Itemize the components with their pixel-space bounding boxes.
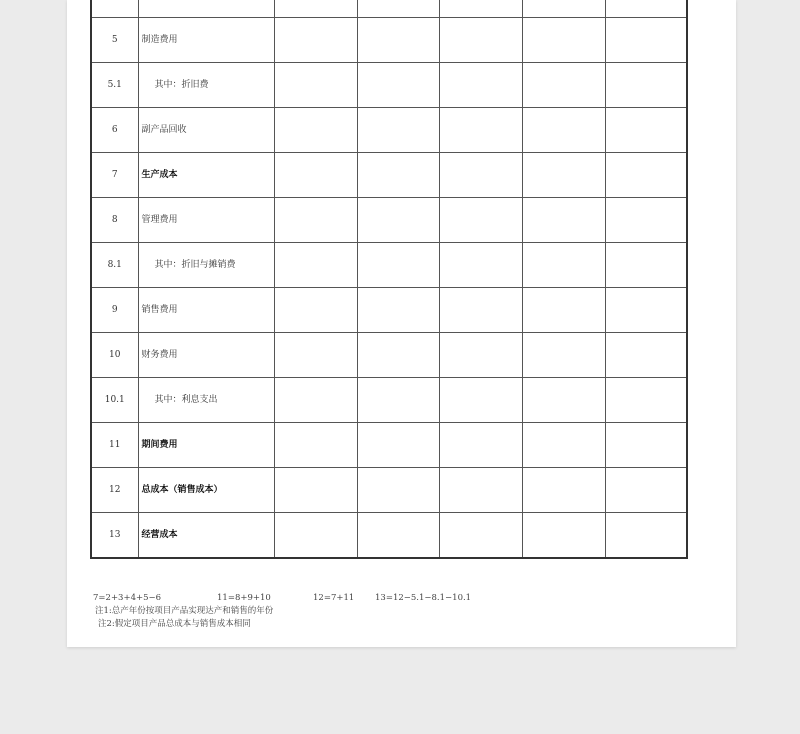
row-number: 5: [91, 18, 138, 63]
empty-cell: [274, 63, 357, 108]
empty-cell: [439, 423, 522, 468]
empty-cell: [439, 63, 522, 108]
empty-cell: [522, 378, 605, 423]
empty-cell: [357, 378, 439, 423]
table-row: [91, 378, 687, 423]
empty-cell: [522, 468, 605, 513]
row-number: 13: [91, 513, 138, 559]
row-number: [91, 0, 138, 18]
row-number: 7: [91, 153, 138, 198]
empty-cell: [522, 288, 605, 333]
row-label: 销售费用: [138, 288, 274, 333]
table-row: [91, 63, 687, 108]
note-2: 注2:假定项目产品总成本与销售成本相同: [98, 619, 251, 629]
table-row: [91, 513, 687, 559]
empty-cell: [605, 423, 687, 468]
row-number: 10.1: [91, 378, 138, 423]
table-row: [91, 333, 687, 378]
empty-cell: [522, 333, 605, 378]
table-row: [91, 0, 687, 18]
empty-cell: [274, 468, 357, 513]
row-label: 期间费用: [138, 423, 274, 468]
row-number: 6: [91, 108, 138, 153]
empty-cell: [605, 198, 687, 243]
empty-cell: [605, 0, 687, 18]
empty-cell: [439, 333, 522, 378]
empty-cell: [274, 333, 357, 378]
empty-cell: [522, 513, 605, 559]
table-row: [91, 288, 687, 333]
empty-cell: [439, 108, 522, 153]
empty-cell: [605, 378, 687, 423]
empty-cell: [605, 153, 687, 198]
empty-cell: [522, 153, 605, 198]
empty-cell: [357, 468, 439, 513]
formula-3: 12=7+11: [313, 593, 355, 603]
table-row: [91, 423, 687, 468]
empty-cell: [274, 423, 357, 468]
empty-cell: [357, 63, 439, 108]
empty-cell: [522, 18, 605, 63]
table-row: [91, 153, 687, 198]
table-row: [91, 243, 687, 288]
formula-2: 11=8+9+10: [217, 593, 271, 603]
empty-cell: [439, 18, 522, 63]
empty-cell: [274, 513, 357, 559]
table-row: [91, 108, 687, 153]
row-label: 管理费用: [138, 198, 274, 243]
row-label: 财务费用: [138, 333, 274, 378]
row-label: 生产成本: [138, 153, 274, 198]
empty-cell: [357, 288, 439, 333]
empty-cell: [439, 153, 522, 198]
empty-cell: [605, 288, 687, 333]
empty-cell: [439, 0, 522, 18]
row-label: 其中：利息支出: [138, 378, 274, 423]
empty-cell: [605, 108, 687, 153]
empty-cell: [605, 243, 687, 288]
table-row: [91, 198, 687, 243]
empty-cell: [439, 243, 522, 288]
empty-cell: [439, 378, 522, 423]
empty-cell: [439, 513, 522, 559]
empty-cell: [439, 288, 522, 333]
empty-cell: [357, 198, 439, 243]
empty-cell: [357, 108, 439, 153]
empty-cell: [522, 198, 605, 243]
empty-cell: [274, 288, 357, 333]
formula-4: 13=12−5.1−8.1−10.1: [375, 593, 472, 603]
row-label: 总成本（销售成本）: [138, 468, 274, 513]
row-number: 12: [91, 468, 138, 513]
empty-cell: [439, 198, 522, 243]
empty-cell: [605, 18, 687, 63]
row-number: 8.1: [91, 243, 138, 288]
row-label: 其中：折旧与摊销费: [138, 243, 274, 288]
empty-cell: [605, 333, 687, 378]
empty-cell: [357, 423, 439, 468]
empty-cell: [274, 108, 357, 153]
empty-cell: [605, 468, 687, 513]
empty-cell: [357, 513, 439, 559]
row-number: 10: [91, 333, 138, 378]
note-1: 注1:总产年份按项目产品实现达产和销售的年份: [95, 606, 274, 616]
empty-cell: [274, 18, 357, 63]
formula-line: [93, 592, 471, 605]
formula-1: 7=2+3+4+5−6: [93, 593, 162, 603]
empty-cell: [357, 18, 439, 63]
empty-cell: [522, 423, 605, 468]
row-number: 9: [91, 288, 138, 333]
empty-cell: [274, 378, 357, 423]
empty-cell: [605, 63, 687, 108]
document-page: [67, 0, 736, 647]
row-number: 11: [91, 423, 138, 468]
row-number: 5.1: [91, 63, 138, 108]
empty-cell: [274, 198, 357, 243]
table-row: [91, 468, 687, 513]
row-label: 副产品回收: [138, 108, 274, 153]
empty-cell: [522, 108, 605, 153]
row-label: 制造费用: [138, 18, 274, 63]
empty-cell: [274, 243, 357, 288]
empty-cell: [522, 243, 605, 288]
row-label: 其中：折旧费: [138, 63, 274, 108]
empty-cell: [357, 0, 439, 18]
empty-cell: [357, 243, 439, 288]
row-number: 8: [91, 198, 138, 243]
notes-area: [93, 592, 471, 631]
empty-cell: [357, 153, 439, 198]
cost-table: [90, 0, 688, 559]
row-label: 经营成本: [138, 513, 274, 559]
table-row: [91, 18, 687, 63]
empty-cell: [274, 153, 357, 198]
row-label: [138, 0, 274, 18]
empty-cell: [522, 0, 605, 18]
empty-cell: [274, 0, 357, 18]
empty-cell: [439, 468, 522, 513]
empty-cell: [522, 63, 605, 108]
empty-cell: [357, 333, 439, 378]
empty-cell: [605, 513, 687, 559]
